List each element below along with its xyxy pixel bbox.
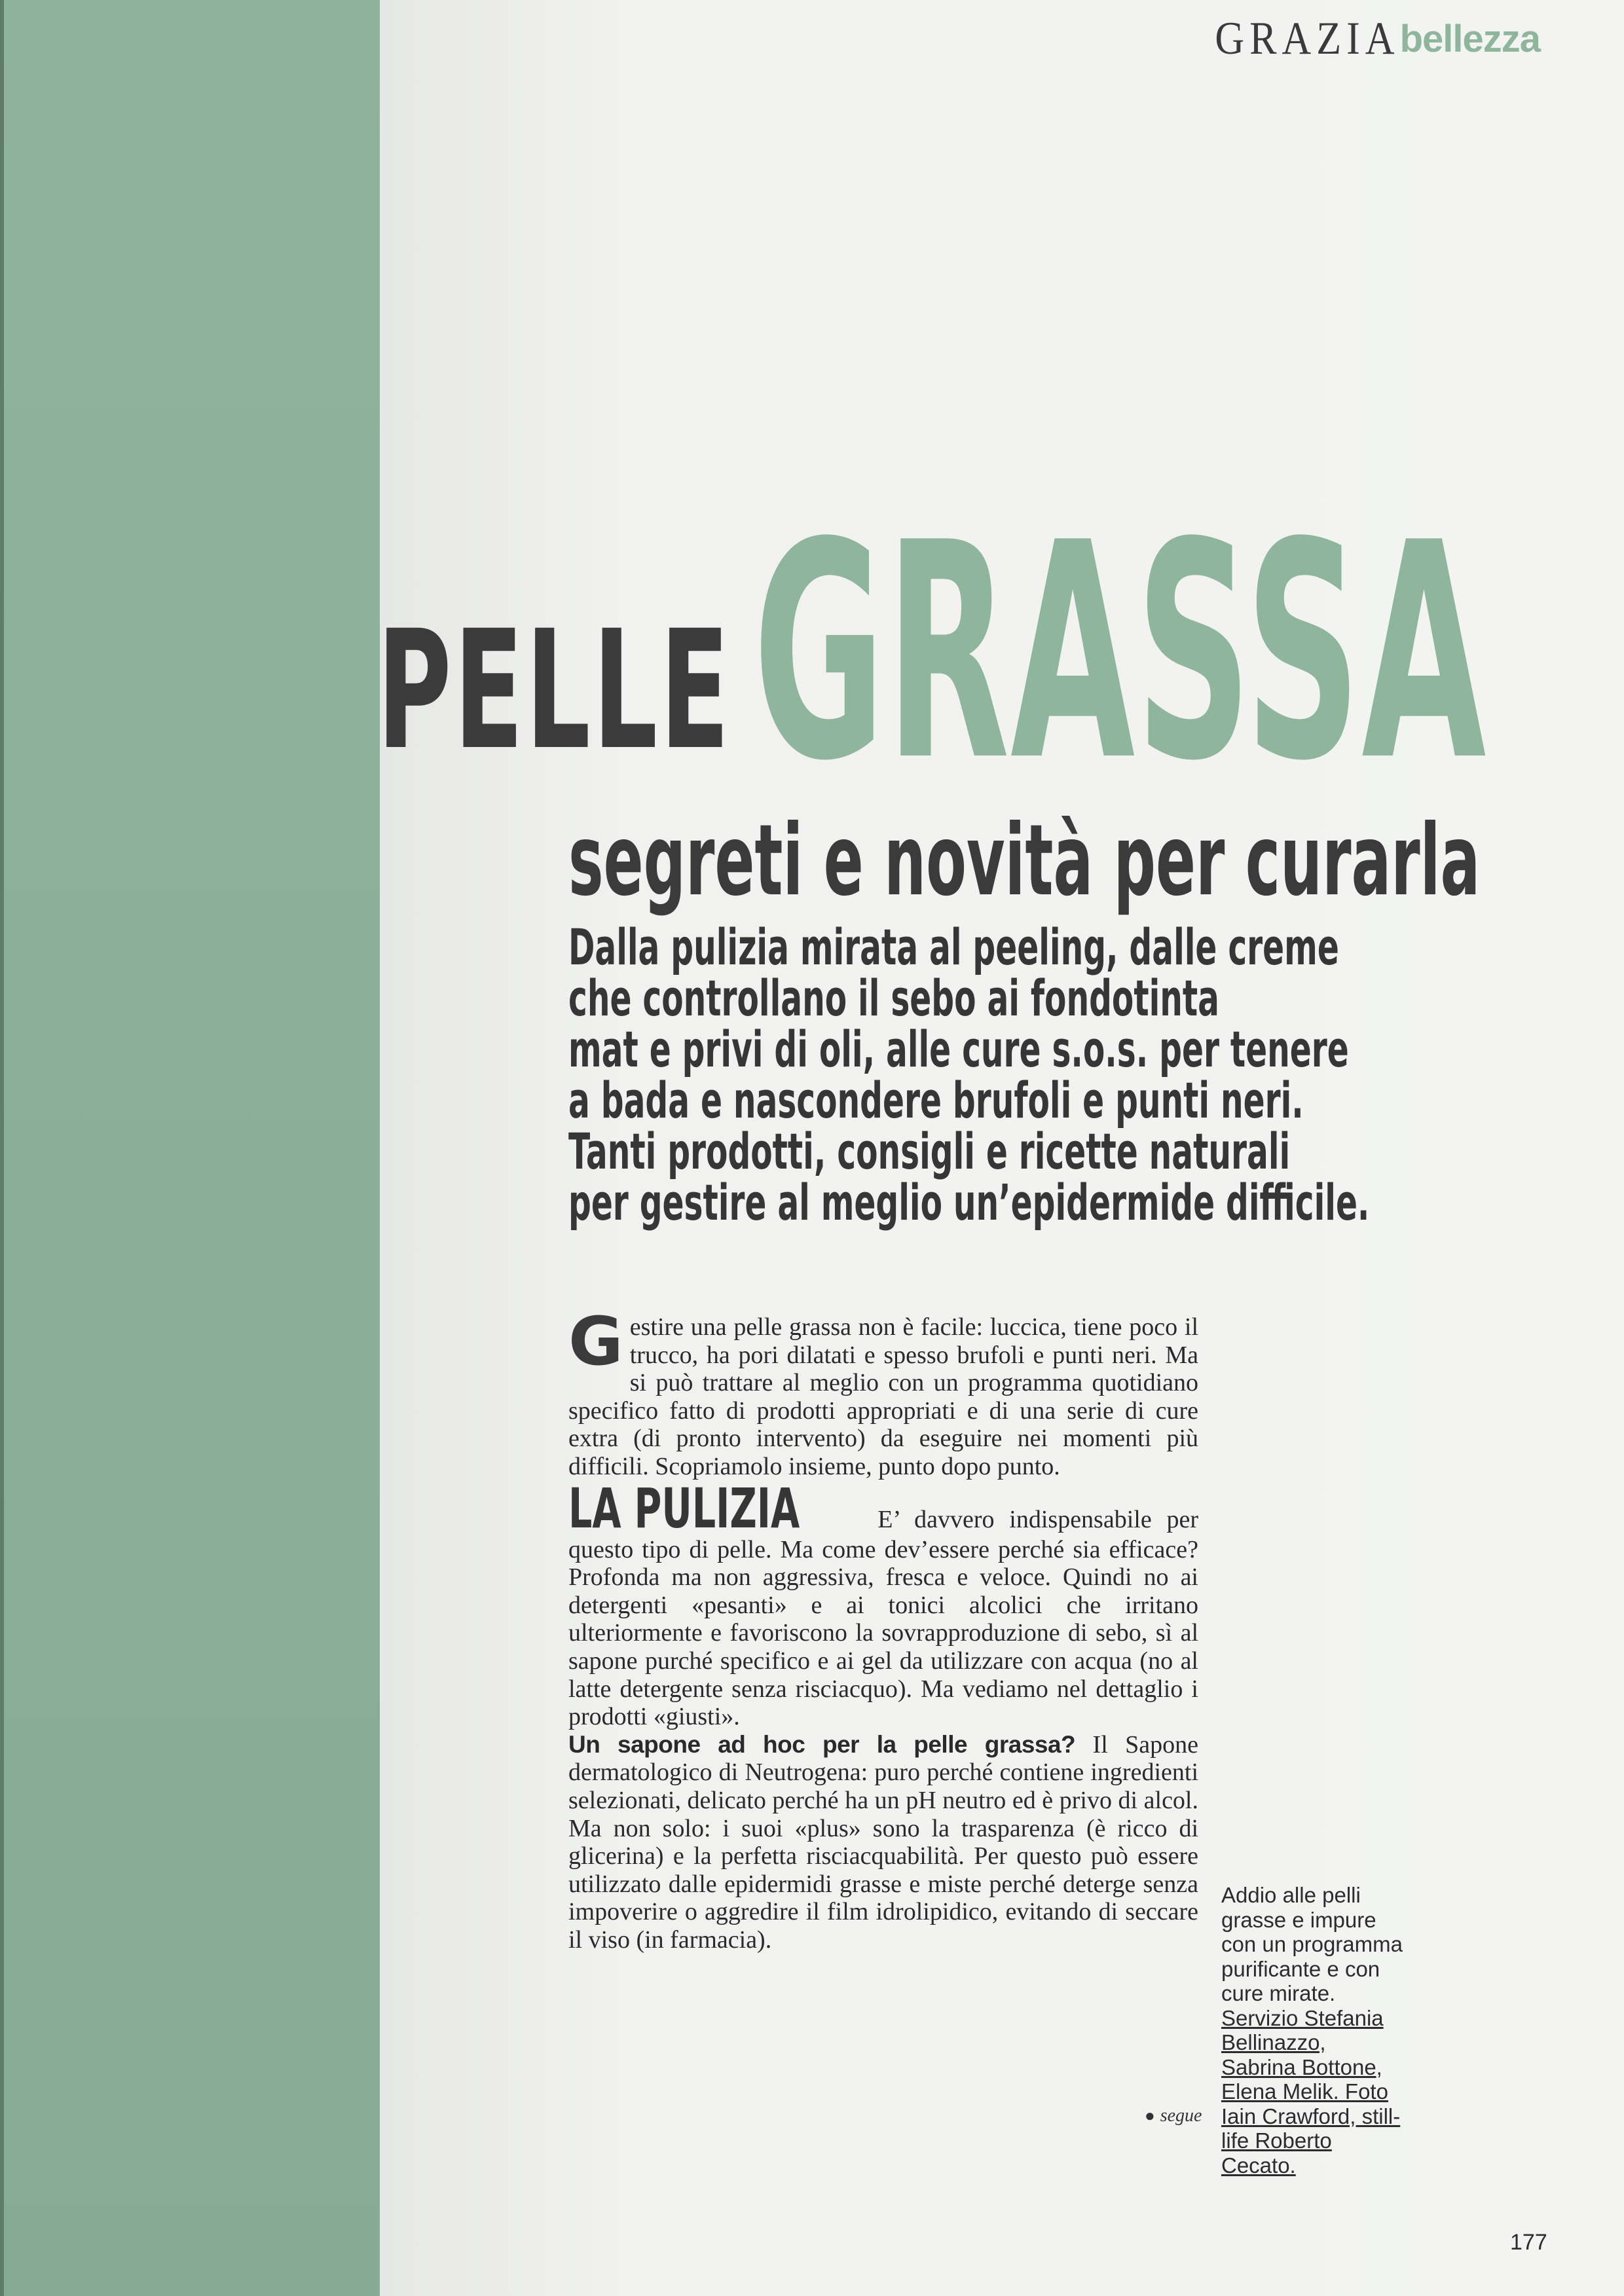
caption-text: Addio alle pelli grasse e impure con un programma purificante e con cure mirate. (1221, 1883, 1403, 2005)
article-body (568, 1303, 1199, 1954)
drop-cap: G (568, 1303, 623, 1381)
section-heading: LA PULIZIA (568, 1476, 800, 1540)
masthead-bellezza: bellezza (1399, 18, 1540, 60)
intro-line: a bada e nascondere brufoli e punti neri. (568, 1071, 1304, 1129)
bullet-icon: ● (1145, 2106, 1155, 2125)
body-text-2: E’ davvero indispensabile per questo tipo di pelle. Ma come dev’essere perché sia efficace? Profonda ma non aggressiva, fresca e veloce. Quindi no ai detergenti «pesanti» e ai tonici alcolici che irritano ulteriormente e favoriscono la sovrapproduzione di sebo, sì al sapone purché specifico e ai gel da utilizzare con acqua (no al latte detergente senza risciacquo). Ma vediamo nel dettaglio i prodotti «giusti». (568, 1505, 1198, 1731)
intro-line: Tanti prodotti, consigli e ricette naturali (568, 1122, 1291, 1180)
headline (0, 0, 1624, 917)
intro-line: che controllano il sebo ai fondotinta (568, 969, 1219, 1027)
body-paragraph-3 (568, 1731, 1198, 1954)
page-number: 177 (1510, 2230, 1547, 2255)
body-paragraph-2 (568, 1476, 1198, 1731)
headline-grassa: GRASSA (753, 480, 1487, 826)
continues-marker (1145, 2105, 1202, 2126)
body-text-3: Il Sapone dermatologico di Neutrogena: puro perché contiene ingredienti selezionati, delicato perché ha un pH neutro ed è privo di alcol. Ma non solo: i suoi «plus» sono la trasparenza (è ricco di glicerina) e la perfetta risciacquabilità. Per questo può essere utilizzato dalle epidermidi grasse e miste perché deterge senza impoverire o aggredire il film idrolipidico, evitando di seccare il viso (in farmacia). (568, 1730, 1199, 1954)
intro-line: per gestire al meglio un’epidermide difficile. (568, 1173, 1370, 1231)
segue-label: segue (1160, 2105, 1202, 2126)
body-text-1: estire una pelle grassa non è facile: luccica, tiene poco il trucco, ha pori dilatati e spesso brufoli e punti neri. Ma si può trattare al meglio con un programma quotidiano specifico fatto di prodotti appropriati e di una serie di cure extra (di pronto intervento) da eseguire nei momenti più difficili. Scopriamolo insieme, punto dopo punto. (568, 1313, 1198, 1480)
headline-subtitle: segreti e novità per curarla (568, 804, 1481, 918)
caption-credits: Servizio Stefania Bellinazzo, Sabrina Bottone, Elena Melik. Foto Iain Crawford, still-life Roberto Cecato. (1221, 2005, 1401, 2178)
photo-caption (1221, 1883, 1405, 2178)
intro-paragraph (568, 918, 1370, 1231)
masthead-grazia: GRAZIA (1215, 12, 1400, 65)
intro-line: Dalla pulizia mirata al peeling, dalle creme (568, 918, 1339, 976)
headline-pelle: PELLE (377, 595, 732, 786)
intro-line: mat e privi di oli, alle cure s.o.s. per tenere (568, 1020, 1349, 1078)
body-paragraph-1 (568, 1303, 1198, 1481)
paragraph-lead-question: Un sapone ad hoc per la pelle grassa? (568, 1730, 1076, 1758)
